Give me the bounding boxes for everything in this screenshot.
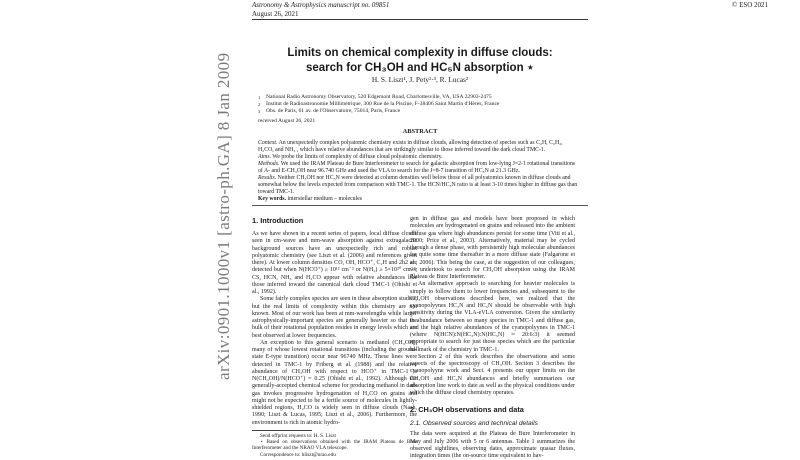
footnote-offprint: Send offprint requests to: H. S. Liszt bbox=[260, 432, 336, 439]
keywords-text: interstellar medium – molecules bbox=[287, 196, 363, 202]
abstract-aims bbox=[258, 154, 578, 161]
affiliation-number: 3 bbox=[258, 109, 261, 114]
copyright-notice: © ESO 2021 bbox=[732, 1, 769, 9]
left-column bbox=[252, 216, 417, 458]
affiliations bbox=[258, 94, 578, 115]
right-paragraph-3: Section 2 of this work describes the observations and some aspects of the spectroscopy of CH₃OH. Section 3 describes the cyanopolyyne work and Sect. 4 presents our upper limits on the CH₃OH and HC₅N abundances and briefly summarizes our absorption line work to date as well as the physical conditions under which the diffuse cloud chemistry operates. bbox=[410, 353, 575, 396]
section-2-1-heading: 2.1. Observed sources and technical details bbox=[410, 420, 538, 428]
context-label: Context. bbox=[258, 140, 278, 146]
results-text: Neither CH₃OH nor HC₅N were detected at column densities well below those of all polyatomics known in diffuse clouds and somewhat below the levels expected from comparison with TMC-1. The HCN/HC₃N ratio is at least 3-10 times higher in diffuse gas than toward TMC-1. bbox=[258, 175, 578, 195]
header-date: August 26, 2021 bbox=[252, 10, 299, 18]
right-paragraph-2: An alternative approach to searching for heavier molecules is simply to follow them to lower frequencies and, subsequent to the CH₃OH observations described here, we realized that the cyanopolyynes HC₃N and HC₅N should be observable with high sensitivity during the VLA-eVLA conversion. Given the similarity in abundance between so many species in TMC-1 and diffuse gas, and the high relative abundances of the cyanopolyynes in TMC-1 (where N(HCN):N(HC₃N):N(HC₅N) ≈ 20:6:3) it seemed appropriate to search for just those species which are the particular hallmark of the chemistry in TMC-1. bbox=[410, 281, 575, 353]
abstract-rule bbox=[252, 205, 588, 206]
journal-header: Astronomy & Astrophysics manuscript no. 09851 bbox=[252, 1, 390, 9]
right-paragraph-1: gen in diffuse gas and models have been proposed in which molecules are hydrogenated on grains and released into the ambient diffuse gas where high abundances persist for some time (Viti et al., 2000; Price et al., 2003). Alternatively, material may be cycled through a dense phase, with persistently high molecular abundances for quite some time thereafter in a more diffuse state (Falgarone et al., 2006). This being the case, at the suggestion of our colleagues, we undertook to search for CH₃OH absorption using the IRAM Plateau de Bure Interferometer. bbox=[410, 216, 575, 280]
title-line-2: search for CH₃OH and HC₅N absorption ⋆ bbox=[305, 62, 534, 74]
section-2-heading: 2. CH₃OH observations and data bbox=[410, 405, 524, 415]
affiliation-text: Institut de Radioastronomie Millimétrique, 300 Rue de la Piscine, F-38406 Saint Martin d'Hères, France bbox=[266, 101, 500, 107]
right-column bbox=[410, 216, 575, 460]
header-rule bbox=[252, 19, 588, 20]
keywords-label: Key words. bbox=[258, 196, 287, 202]
methods-text: We used the IRAM Plateau de Bure Interferometer to search for galactic absorption from low-lying J=2-1 rotational transitions of A- and E-CH₃OH near 96.740 GHz and used the VLA to search for the J=8-7 transition of HC₅N at 21.3 GHz. bbox=[258, 161, 576, 174]
methods-label: Methods. bbox=[258, 161, 280, 167]
affiliation-number: 1 bbox=[258, 95, 261, 100]
keywords bbox=[258, 196, 578, 203]
received-date: received August 26, 2021 bbox=[258, 118, 316, 124]
arxiv-identifier-stamp: arXiv:0901.1000v1 [astro-ph.GA] 8 Jan 2009 bbox=[214, 52, 233, 380]
footnote-correspondence: Correspondence to: hliszt@nrao.edu bbox=[260, 451, 336, 458]
abstract-context bbox=[258, 140, 578, 154]
affiliation-number: 2 bbox=[258, 102, 261, 107]
results-label: Results. bbox=[258, 175, 277, 181]
affiliation-2 bbox=[258, 101, 578, 108]
paper-title bbox=[252, 46, 588, 76]
footnote-observations: ⋆ Based on observations obtained with the IRAM Plateau de Bure Interferometer and the NRAO VLA telescope. bbox=[252, 439, 417, 452]
intro-paragraph-1: As we have shown in a recent series of papers, local diffuse clouds seen in cm-wave and mm-wave absorption against extragalactic background sources have an unexpectedly rich and robust polyatomic chemistry (see Liszt et al. (2006) and references given there). At lower column densities CO, OH, HCO⁺, C₂H and 2h2 are detected but when N(HCO⁺) ≥ 10¹² cm⁻² or N(H₂) ≥ 5×10²⁰ cm⁻², CS, HCN, NH₃ and H₂CO appear with relative abundances like those inferred toward the canonical dark cloud TMC-1 (Ohishi et al., 1992). bbox=[252, 231, 417, 295]
affiliation-1 bbox=[258, 94, 578, 101]
aims-label: Aims. bbox=[258, 154, 272, 160]
affiliation-text: Obs. de Paris, 61 av. de l'Observatoire, 75014, Paris, France bbox=[266, 108, 401, 114]
affiliation-3 bbox=[258, 108, 578, 115]
intro-paragraph-2: Some fairly complex species are seen in these absorption studies, but the real limits of complexity within this chemistry are not known. Most of our work has been at mm-wavelengths while larger astrophysically-important species are generally heavier so that the bulk of their rotational population resides in energy levels which are best observed at lower frequencies. bbox=[252, 296, 417, 339]
intro-paragraph-3: An exception to this general scenario is methanol (CH₃OH), many of whose lowest rotational transitions (including the ground-state E-type transition) occur near 96740 MHz. These lines were detected in TMC-1 by Friberg et al. (1988) and the relative abundance of CH₃OH with respect to HCO⁺ in TMC-1 is N(CH₃OH)/N(HCO⁺) = 0.25 (Ohishi et al., 1992). Although the generally-accepted chemical scheme for producing methanol in dark gas invokes progressive hydrogenation of H₂CO on grains and might not be expected to be a fertile source of molecules in lightly-shielded regions, H₂CO is widely seen in diffuse clouds (Nash, 1990; Liszt & Lucas, 1995; Liszt et al., 2006). Furthermore, the environment is rich in atomic hydro- bbox=[252, 339, 417, 426]
context-text: An unexpectedly complex polyatomic chemistry exists in diffuse clouds, allowing detection of species such as C₂H, C₃H₂, H₂CO, and NH₃ , which have relative abundances that are strikingly similar to those inferred toward the dark cloud TMC-1. bbox=[258, 140, 563, 153]
author-list: H. S. Liszt¹, J. Pety²·³, R. Lucas² bbox=[371, 75, 469, 84]
abstract-body bbox=[258, 140, 578, 196]
footnote-rule bbox=[252, 430, 312, 431]
affiliation-text: National Radio Astronomy Observatory, 520 Edgemont Road, Charlottesville, VA, USA 22903-2475 bbox=[266, 94, 492, 100]
abstract-methods bbox=[258, 161, 578, 175]
title-line-1: Limits on chemical complexity in diffuse clouds: bbox=[287, 47, 553, 59]
aims-text: We probe the limits of complexity of diffuse cloud polyatomic chemistry. bbox=[272, 154, 443, 160]
abstract-heading: ABSTRACT bbox=[402, 128, 438, 135]
section-2-1-paragraph: The data were acquired at the Plateau de Bure Interferometer in May and July 2006 with 5 or 6 antennas. Table 1 summarizes the observed sightlines, observing dates, approximate quasar fluxes, integration times (the on-source time equivalent to hav- bbox=[410, 431, 575, 459]
introduction-heading: 1. Introduction bbox=[252, 216, 304, 225]
abstract-results bbox=[258, 175, 578, 196]
